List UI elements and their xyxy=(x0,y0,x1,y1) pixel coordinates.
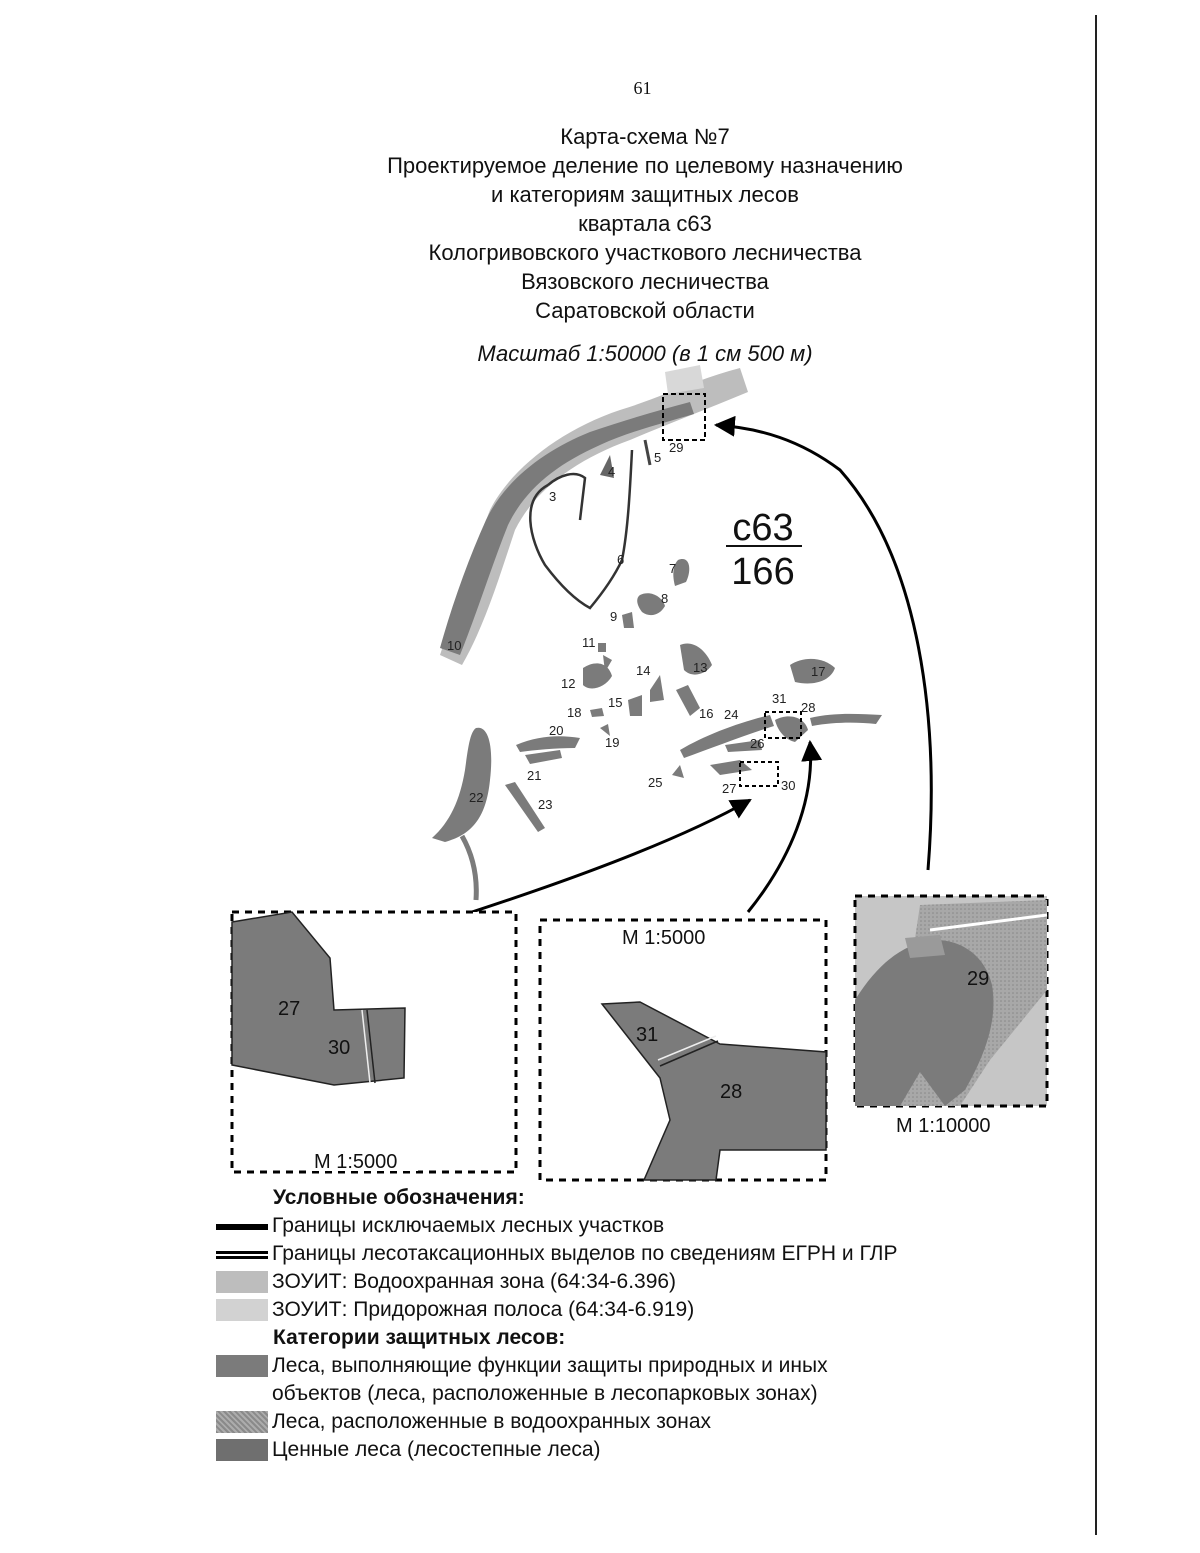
forest-plot-strip-east xyxy=(810,714,882,726)
map-forestry-heading: Вязовского лесничества xyxy=(521,269,769,294)
inset-plot-29 xyxy=(855,896,1047,1137)
plot-label-5: 5 xyxy=(654,450,662,465)
map-district-heading: Кологривовского участкового лесничества xyxy=(428,240,862,265)
map-title: Карта-схема №7 xyxy=(560,124,730,149)
legend-item-park-forests: Леса, выполняющие функции защиты природных и иных объектов (леса, расположенные в лесопарковых зонах) xyxy=(216,1352,897,1408)
forest-plot-27 xyxy=(710,760,752,775)
inset-label-29: 29 xyxy=(967,968,990,990)
map-quarter-heading: квартала с63 xyxy=(578,211,712,236)
inset-label-30: 30 xyxy=(328,1037,351,1059)
inset-label-27: 27 xyxy=(278,998,301,1020)
inset-label-31: 31 xyxy=(636,1024,659,1046)
plot-label-15: 15 xyxy=(608,695,623,710)
inset-plots-27-30 xyxy=(232,912,516,1173)
legend-categories-heading: Категории защитных лесов: xyxy=(273,1326,566,1349)
forest-plot-21 xyxy=(525,750,562,764)
map-region-heading: Саратовской области xyxy=(535,298,755,323)
plot-label-10: 10 xyxy=(447,638,462,653)
arrow-inset-3 xyxy=(716,425,931,870)
forest-plot-20 xyxy=(516,736,580,752)
plot-label-9: 9 xyxy=(610,609,618,624)
legend-swatch-valuable-forests xyxy=(216,1439,268,1461)
legend-item-valuable-forests: Ценные леса (лесостепные леса) xyxy=(216,1436,897,1464)
plot-label-7: 7 xyxy=(669,561,677,576)
plot-label-8: 8 xyxy=(661,591,669,606)
forest-plot-25 xyxy=(672,765,684,778)
plot-label-17: 17 xyxy=(811,664,826,679)
forest-plot-5 xyxy=(645,440,650,465)
legend-item-excluded-boundaries: Границы исключаемых лесных участков xyxy=(216,1212,897,1240)
plot-label-14: 14 xyxy=(636,663,651,678)
map-subtitle-line-1: Проектируемое деление по целевому назначению xyxy=(387,153,903,178)
plot-label-13: 13 xyxy=(693,660,708,675)
legend-swatch-park-forests xyxy=(216,1355,268,1377)
plot-label-16: 16 xyxy=(699,706,714,721)
forest-plot-9 xyxy=(622,612,634,628)
plot-label-20: 20 xyxy=(549,723,564,738)
legend-swatch-water-forests xyxy=(216,1411,268,1433)
plot-label-29: 29 xyxy=(669,440,684,455)
inset-label-28: 28 xyxy=(720,1081,743,1103)
plot-label-24: 24 xyxy=(724,707,739,722)
plot-label-26: 26 xyxy=(750,736,765,751)
arrow-inset-1 xyxy=(472,800,750,912)
quarter-number: с63 xyxy=(732,507,794,549)
forest-plot-11 xyxy=(598,643,606,652)
map-subtitle-line-2: и категориям защитных лесов xyxy=(491,182,799,207)
page-number: 61 xyxy=(633,78,652,98)
inset-scale-1: М 1:5000 xyxy=(314,1151,398,1173)
plot-label-19: 19 xyxy=(605,735,620,750)
legend-item-water-zone: ЗОУИТ: Водоохранная зона (64:34-6.396) xyxy=(216,1268,897,1296)
plot-label-27: 27 xyxy=(722,781,737,796)
water-protection-zone xyxy=(440,368,748,665)
forest-plot-16 xyxy=(676,685,700,716)
legend-heading: Условные обозначения: xyxy=(273,1186,525,1209)
plot-label-3: 3 xyxy=(549,489,557,504)
plot-label-4: 4 xyxy=(608,464,616,479)
plot-label-31: 31 xyxy=(772,691,787,706)
plot-label-6: 6 xyxy=(617,552,625,567)
inset-scale-2: М 1:5000 xyxy=(622,927,706,949)
legend-swatch-water-zone xyxy=(216,1271,268,1293)
plot-label-12: 12 xyxy=(561,676,576,691)
arrow-inset-2 xyxy=(748,742,811,912)
quarter-area: 166 xyxy=(731,551,795,593)
legend-swatch-road-strip xyxy=(216,1299,268,1321)
forest-plot-15 xyxy=(628,695,642,716)
inset-plots-31-28 xyxy=(540,920,826,1180)
plot-label-30: 30 xyxy=(781,778,796,793)
plot-label-11: 11 xyxy=(582,635,596,650)
legend-item-plot-boundaries: Границы лесотаксационных выделов по сведениям ЕГРН и ГЛР xyxy=(216,1240,897,1268)
legend-swatch-double-line xyxy=(216,1251,268,1259)
plot-label-25: 25 xyxy=(648,775,663,790)
forest-plot-14 xyxy=(650,675,664,702)
forest-plot-18 xyxy=(590,708,604,717)
plot-label-18: 18 xyxy=(567,705,582,720)
legend-swatch-solid-line xyxy=(216,1224,268,1230)
plot-label-28: 28 xyxy=(801,700,816,715)
legend-item-water-forests: Леса, расположенные в водоохранных зонах xyxy=(216,1408,897,1436)
forest-plot-22 xyxy=(432,728,491,842)
inset-scale-3: М 1:10000 xyxy=(896,1115,991,1137)
legend-item-road-strip: ЗОУИТ: Придорожная полоса (64:34-6.919) xyxy=(216,1296,897,1324)
plot-label-21: 21 xyxy=(527,768,542,783)
forest-plot-22-stream xyxy=(462,836,476,900)
legend xyxy=(216,1184,897,1464)
plot-label-22: 22 xyxy=(469,790,484,805)
scale-text: Масштаб 1:50000 (в 1 см 500 м) xyxy=(477,341,813,366)
plot-label-23: 23 xyxy=(538,797,553,812)
